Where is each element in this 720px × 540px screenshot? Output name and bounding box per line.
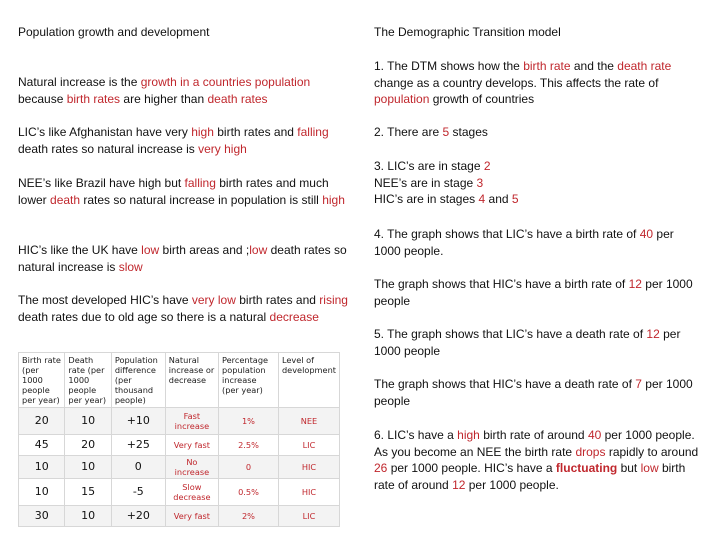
cell-birth-rate: 45 — [19, 435, 65, 456]
cell-percentage-increase: 2% — [219, 506, 279, 527]
left-paragraph-1: Natural increase is the growth in a countries population because birth rates are higher than death rates — [18, 75, 311, 106]
header-birth-rate: Birth rate (per 1000 people per year) — [19, 353, 65, 408]
left-title: Population growth and development — [18, 25, 210, 39]
table-row — [19, 479, 340, 506]
right-paragraph-5: The graph shows that HIC’s have a birth rate of 12 per 1000 people — [374, 277, 693, 308]
header-population-difference: Population difference (per thousand people) — [111, 353, 165, 408]
table-row — [19, 408, 340, 435]
left-paragraph-3: NEE’s like Brazil have high but falling birth rates and much lower death rates so natural increase in population is still high — [18, 176, 345, 207]
right-paragraph-7: The graph shows that HIC’s have a death rate of 7 per 1000 people — [374, 377, 693, 408]
cell-natural-increase: Fast increase — [165, 408, 218, 435]
right-paragraph-6: 5. The graph shows that LIC’s have a death rate of 12 per 1000 people — [374, 327, 681, 358]
cell-population-difference: 0 — [111, 456, 165, 479]
population-table — [18, 352, 340, 527]
cell-level-of-development: HIC — [278, 456, 339, 479]
cell-population-difference: +25 — [111, 435, 165, 456]
cell-population-difference: +10 — [111, 408, 165, 435]
header-level-of-development: Level of development — [278, 353, 339, 408]
cell-population-difference: -5 — [111, 479, 165, 506]
cell-percentage-increase: 2.5% — [219, 435, 279, 456]
table-row — [19, 506, 340, 527]
right-paragraph-4: 4. The graph shows that LIC’s have a birth rate of 40 per 1000 people. — [374, 227, 674, 258]
cell-death-rate: 10 — [65, 408, 111, 435]
right-paragraph-3: 3. LIC’s are in stage 2 NEE’s are in stage 3 HIC’s are in stages 4 and 5 — [374, 159, 519, 206]
cell-percentage-increase: 0.5% — [219, 479, 279, 506]
table-row — [19, 435, 340, 456]
cell-birth-rate: 10 — [19, 479, 65, 506]
cell-level-of-development: LIC — [278, 506, 339, 527]
right-paragraph-2: 2. There are 5 stages — [374, 125, 488, 139]
table-header-row — [19, 353, 340, 408]
cell-natural-increase: Slow decrease — [165, 479, 218, 506]
cell-death-rate: 20 — [65, 435, 111, 456]
cell-level-of-development: NEE — [278, 408, 339, 435]
table-row — [19, 456, 340, 479]
cell-death-rate: 10 — [65, 506, 111, 527]
cell-level-of-development: LIC — [278, 435, 339, 456]
right-title: The Demographic Transition model — [374, 25, 561, 39]
header-death-rate: Death rate (per 1000 people per year) — [65, 353, 111, 408]
left-paragraph-4: HIC’s like the UK have low birth areas and ;low death rates so natural increase is slow — [18, 243, 347, 274]
cell-birth-rate: 20 — [19, 408, 65, 435]
left-paragraph-5: The most developed HIC’s have very low birth rates and rising death rates due to old age so there is a natural decrease — [18, 293, 348, 324]
cell-natural-increase: Very fast — [165, 435, 218, 456]
cell-birth-rate: 10 — [19, 456, 65, 479]
cell-natural-increase: Very fast — [165, 506, 218, 527]
cell-death-rate: 15 — [65, 479, 111, 506]
cell-death-rate: 10 — [65, 456, 111, 479]
right-paragraph-8: 6. LIC’s have a high birth rate of around 40 per 1000 people. As you become an NEE the birth rate drops rapidly to around 26 per 1000 people. HIC’s have a fluctuating but low birth rate of around 12 per 1000 people. — [374, 428, 699, 492]
cell-natural-increase: No increase — [165, 456, 218, 479]
cell-percentage-increase: 1% — [219, 408, 279, 435]
right-paragraph-1: 1. The DTM shows how the birth rate and the death rate change as a country develops. This affects the rate of population growth of countries — [374, 59, 672, 106]
left-paragraph-2: LIC’s like Afghanistan have very high birth rates and falling death rates so natural increase is very high — [18, 125, 329, 156]
cell-population-difference: +20 — [111, 506, 165, 527]
header-natural-increase: Natural increase or decrease — [165, 353, 218, 408]
header-percentage-increase: Percentage population increase (per year) — [219, 353, 279, 408]
cell-percentage-increase: 0 — [219, 456, 279, 479]
cell-level-of-development: HIC — [278, 479, 339, 506]
cell-birth-rate: 30 — [19, 506, 65, 527]
